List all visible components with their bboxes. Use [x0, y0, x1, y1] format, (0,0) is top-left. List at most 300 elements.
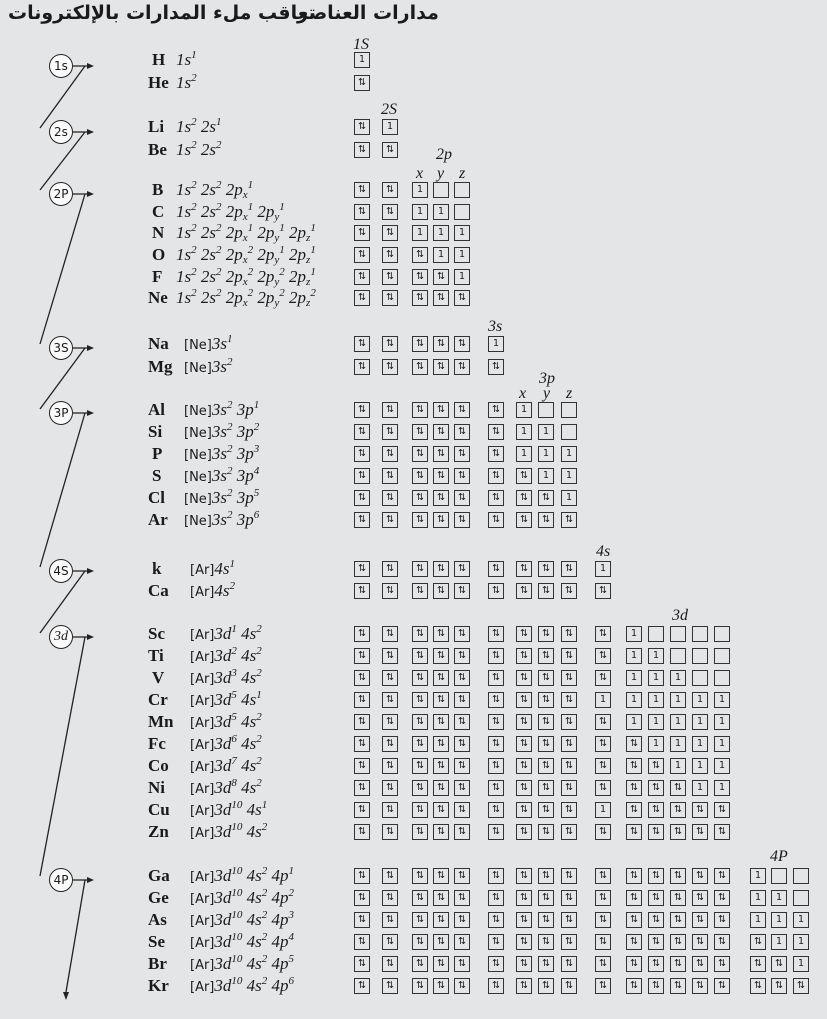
orbital-box: ⇅	[412, 446, 428, 462]
orbital-box: 1	[538, 446, 554, 462]
orbital-box: ⇅	[714, 978, 730, 994]
orbital-box: ⇅	[382, 626, 398, 642]
noble-gas-core: [Ar]	[190, 958, 215, 973]
orbital-box: ⇅	[354, 359, 370, 375]
orbital-box: ⇅	[412, 402, 428, 418]
orbital-box: ⇅	[433, 336, 449, 352]
orbital-box: ⇅	[488, 648, 504, 664]
config-term: $3s^2$	[211, 487, 233, 507]
orbital-box: ⇅	[516, 561, 532, 577]
config-term: $3d^5$	[214, 711, 237, 731]
orbital-box: ⇅	[488, 956, 504, 972]
element-symbol: k	[152, 559, 162, 578]
orbital-box: 1	[692, 692, 708, 708]
orbital-box: ⇅	[714, 912, 730, 928]
orbital-box: ⇅	[516, 468, 532, 484]
orbital-box: ⇅	[538, 626, 554, 642]
orbital-box: ⇅	[354, 512, 370, 528]
orbital-box: 1	[750, 890, 766, 906]
orbital-box: ⇅	[561, 824, 577, 840]
axis-letter: z	[459, 165, 466, 182]
noble-gas-core: [Ar]	[190, 936, 215, 951]
orbital-box: ⇅	[488, 424, 504, 440]
electron-configuration	[190, 712, 262, 732]
noble-gas-core: [Ne]	[184, 361, 212, 376]
orbital-box: ⇅	[354, 868, 370, 884]
orbital-box: ⇅	[354, 269, 370, 285]
config-term: $2p_z^2$	[289, 287, 316, 309]
orbital-box: ⇅	[382, 714, 398, 730]
orbital-box: ⇅	[670, 890, 686, 906]
orbital-box	[692, 626, 708, 642]
config-term: $1s^2$	[176, 201, 197, 221]
orbital-box: ⇅	[433, 758, 449, 774]
orbital-box: ⇅	[626, 934, 642, 950]
config-term: $4p^6$	[271, 975, 295, 995]
orbital-box: ⇅	[670, 978, 686, 994]
orbital-box: ⇅	[354, 890, 370, 906]
orbital-box: ⇅	[516, 490, 532, 506]
orbital-box: ⇅	[595, 956, 611, 972]
config-term: $3d^{10}$	[214, 909, 243, 929]
orbital-box: ⇅	[354, 182, 370, 198]
orbital-box: ⇅	[516, 736, 532, 752]
orbital-box: 1	[670, 736, 686, 752]
noble-gas-core: [Ar]	[190, 563, 215, 578]
orbital-box: ⇅	[382, 142, 398, 158]
electron-configuration	[190, 624, 262, 644]
orbital-box: ⇅	[454, 780, 470, 796]
orbital-box: 1	[412, 225, 428, 241]
element-symbol: Br	[148, 954, 167, 973]
orbital-box: ⇅	[354, 648, 370, 664]
orbital-box: ⇅	[670, 824, 686, 840]
config-term: $3p^4$	[236, 465, 260, 485]
orbital-box: ⇅	[626, 758, 642, 774]
orbital-box: 1	[750, 912, 766, 928]
orbital-box: ⇅	[488, 490, 504, 506]
noble-gas-core: [Ar]	[190, 585, 215, 600]
orbital-box: ⇅	[382, 336, 398, 352]
electron-configuration	[190, 581, 235, 601]
orbital-box: ⇅	[648, 956, 664, 972]
orbital-box: ⇅	[516, 512, 532, 528]
orbital-box: ⇅	[516, 648, 532, 664]
orbital-box: ⇅	[561, 736, 577, 752]
orbital-box: 1	[454, 247, 470, 263]
orbital-box: ⇅	[412, 247, 428, 263]
orbital-box: ⇅	[433, 446, 449, 462]
orbital-box: ⇅	[714, 956, 730, 972]
electron-configuration	[176, 73, 197, 93]
orbital-box: 1	[626, 670, 642, 686]
orbital-box: ⇅	[595, 714, 611, 730]
orbital-box: ⇅	[382, 402, 398, 418]
orbital-box: ⇅	[382, 868, 398, 884]
subshell-header: 4P	[770, 848, 788, 865]
config-term: $2p_y^2$	[257, 287, 285, 309]
config-term: $4s^2$	[246, 975, 268, 995]
orbital-box: ⇅	[433, 490, 449, 506]
electron-configuration	[190, 559, 235, 579]
element-symbol: Si	[148, 422, 163, 441]
orbital-box: ⇅	[433, 824, 449, 840]
element-symbol: He	[148, 73, 169, 92]
orbital-box: ⇅	[561, 561, 577, 577]
orbital-box: ⇅	[516, 824, 532, 840]
orbital-box: ⇅	[488, 758, 504, 774]
element-symbol: Ti	[148, 646, 164, 665]
config-term: $4s^2$	[241, 623, 262, 643]
orbital-box: ⇅	[412, 736, 428, 752]
config-term: $4s^2$	[241, 645, 262, 665]
electron-configuration	[190, 866, 294, 886]
config-term: $4s^2$	[241, 755, 262, 775]
orbital-box: ⇅	[412, 868, 428, 884]
orbital-box: ⇅	[561, 868, 577, 884]
orbital-box: ⇅	[595, 626, 611, 642]
config-term: $4s^2$	[246, 887, 268, 907]
orbital-box: ⇅	[561, 692, 577, 708]
orbital-box: 1	[516, 402, 532, 418]
orbital-box: ⇅	[561, 934, 577, 950]
orbital-box: 1	[454, 269, 470, 285]
orbital-box: 1	[670, 692, 686, 708]
orbital-box: ⇅	[454, 714, 470, 730]
orbital-box: ⇅	[561, 780, 577, 796]
orbital-box: ⇅	[488, 890, 504, 906]
electron-configuration	[190, 734, 262, 754]
noble-gas-core: [Ne]	[184, 514, 212, 529]
orbital-box: ⇅	[561, 758, 577, 774]
orbital-box	[692, 648, 708, 664]
orbital-box: ⇅	[538, 912, 554, 928]
config-term: $2s^2$	[200, 179, 222, 199]
noble-gas-core: [Ar]	[190, 980, 215, 995]
orbital-box: ⇅	[382, 424, 398, 440]
orbital-box: ⇅	[488, 692, 504, 708]
element-symbol: Zn	[148, 822, 169, 841]
config-term: $4s^2$	[241, 733, 262, 753]
electron-configuration	[184, 357, 233, 377]
orbital-box: ⇅	[354, 290, 370, 306]
electron-configuration	[190, 800, 267, 820]
noble-gas-core: [Ar]	[190, 694, 215, 709]
orbital-box: ⇅	[488, 934, 504, 950]
orbital-box: ⇅	[433, 424, 449, 440]
orbital-box: ⇅	[488, 978, 504, 994]
orbital-box: ⇅	[382, 824, 398, 840]
orbital-box: 1	[412, 204, 428, 220]
orbital-box: ⇅	[692, 956, 708, 972]
orbital-box: ⇅	[561, 714, 577, 730]
element-symbol: C	[152, 202, 165, 221]
config-term: $4p^4$	[271, 931, 295, 951]
orbital-box: ⇅	[561, 890, 577, 906]
electron-configuration	[184, 444, 259, 464]
orbital-box	[454, 182, 470, 198]
orbital-box: ⇅	[488, 780, 504, 796]
orbital-box: ⇅	[648, 758, 664, 774]
element-symbol: Al	[148, 400, 165, 419]
orbital-box	[714, 626, 730, 642]
shell-label: 2s	[49, 120, 73, 144]
orbital-box: 1	[670, 758, 686, 774]
orbital-box: ⇅	[771, 978, 787, 994]
orbital-box: ⇅	[354, 142, 370, 158]
orbital-box: 1	[648, 670, 664, 686]
orbital-box: ⇅	[354, 956, 370, 972]
orbital-box: ⇅	[561, 583, 577, 599]
orbital-box: ⇅	[454, 934, 470, 950]
orbital-box: ⇅	[670, 802, 686, 818]
orbital-box: ⇅	[382, 490, 398, 506]
orbital-box: ⇅	[516, 912, 532, 928]
orbital-box	[433, 182, 449, 198]
orbital-box: 1	[648, 692, 664, 708]
orbital-box	[714, 648, 730, 664]
orbital-box: ⇅	[488, 802, 504, 818]
orbital-box: ⇅	[538, 714, 554, 730]
orbital-box: ⇅	[454, 758, 470, 774]
orbital-box: ⇅	[454, 424, 470, 440]
orbital-box	[714, 670, 730, 686]
config-term: $3d^{10}$	[214, 865, 243, 885]
orbital-box: ⇅	[538, 956, 554, 972]
config-term: $4s^2$	[246, 909, 268, 929]
orbital-box: ⇅	[538, 758, 554, 774]
element-symbol: As	[148, 910, 167, 929]
orbital-box: ⇅	[354, 468, 370, 484]
orbital-box: ⇅	[354, 692, 370, 708]
orbital-box: ⇅	[454, 670, 470, 686]
electron-configuration	[190, 822, 267, 842]
config-term: $1s^2$	[176, 287, 197, 307]
electron-configuration	[176, 202, 285, 222]
orbital-box: ⇅	[454, 336, 470, 352]
orbital-box: ⇅	[354, 402, 370, 418]
orbital-box: ⇅	[433, 802, 449, 818]
orbital-box: ⇅	[626, 736, 642, 752]
config-term: $3s^2$	[211, 399, 233, 419]
orbital-box: ⇅	[412, 490, 428, 506]
orbital-box: ⇅	[433, 912, 449, 928]
orbital-box: ⇅	[750, 956, 766, 972]
element-symbol: O	[152, 245, 166, 264]
element-symbol: Mn	[148, 712, 174, 731]
config-term: $3d^3$	[214, 667, 237, 687]
orbital-box: 1	[488, 336, 504, 352]
electron-configuration	[190, 646, 262, 666]
config-term: $1s^2$	[176, 72, 197, 92]
config-term: $4s^2$	[246, 953, 268, 973]
shell-label: 4P	[49, 868, 73, 892]
noble-gas-core: [Ar]	[190, 914, 215, 929]
orbital-box: ⇅	[595, 648, 611, 664]
orbital-box: ⇅	[354, 934, 370, 950]
orbital-box: ⇅	[412, 583, 428, 599]
orbital-box: ⇅	[648, 824, 664, 840]
orbital-box: ⇅	[538, 780, 554, 796]
orbital-box: ⇅	[412, 269, 428, 285]
orbital-box: ⇅	[516, 890, 532, 906]
config-term: $2p_y^1$	[257, 222, 285, 244]
orbital-box: ⇅	[433, 868, 449, 884]
orbital-box: 1	[433, 204, 449, 220]
config-term: $2p_x^1$	[225, 201, 254, 223]
orbital-box: 1	[692, 780, 708, 796]
axis-letter: x	[416, 165, 424, 182]
orbital-box: ⇅	[354, 490, 370, 506]
element-symbol: V	[152, 668, 165, 687]
orbital-box: ⇅	[433, 648, 449, 664]
orbital-box: ⇅	[382, 934, 398, 950]
orbital-box: 1	[626, 626, 642, 642]
element-symbol: Mg	[148, 357, 173, 376]
orbital-box	[561, 402, 577, 418]
electron-configuration	[190, 888, 294, 908]
config-term: $3d^{10}$	[214, 931, 243, 951]
element-symbol: Kr	[148, 976, 169, 995]
orbital-box: ⇅	[488, 714, 504, 730]
orbital-box: ⇅	[412, 512, 428, 528]
orbital-box: ⇅	[714, 802, 730, 818]
noble-gas-core: [Ne]	[184, 448, 212, 463]
orbital-box: ⇅	[382, 204, 398, 220]
orbital-box: ⇅	[454, 890, 470, 906]
orbital-box: ⇅	[538, 670, 554, 686]
orbital-box: ⇅	[714, 890, 730, 906]
electron-configuration	[184, 466, 259, 486]
orbital-box: ⇅	[488, 359, 504, 375]
orbital-box: ⇅	[354, 758, 370, 774]
config-term: $3d^6$	[214, 733, 237, 753]
orbital-box: ⇅	[516, 868, 532, 884]
orbital-box: 1	[595, 802, 611, 818]
element-symbol: Ca	[148, 581, 169, 600]
orbital-box: ⇅	[714, 868, 730, 884]
orbital-box: ⇅	[454, 512, 470, 528]
electron-configuration	[190, 756, 262, 776]
orbital-box: ⇅	[412, 561, 428, 577]
orbital-box: ⇅	[454, 978, 470, 994]
orbital-box: 1	[648, 648, 664, 664]
orbital-box: ⇅	[516, 802, 532, 818]
orbital-box: ⇅	[750, 978, 766, 994]
orbital-box: ⇅	[382, 269, 398, 285]
orbital-box: ⇅	[454, 824, 470, 840]
config-term: $2p_x^2$	[225, 266, 254, 288]
orbital-box: ⇅	[561, 912, 577, 928]
orbital-box: ⇅	[561, 648, 577, 664]
element-symbol: S	[152, 466, 162, 485]
orbital-box: ⇅	[626, 868, 642, 884]
noble-gas-core: [Ar]	[190, 760, 215, 775]
orbital-box: ⇅	[454, 402, 470, 418]
config-term: $3d^5$	[214, 689, 237, 709]
element-symbol: Fc	[148, 734, 166, 753]
orbital-box: ⇅	[561, 978, 577, 994]
electron-configuration	[176, 288, 316, 308]
config-term: $3d^8$	[214, 777, 237, 797]
orbital-box: ⇅	[382, 912, 398, 928]
orbital-box: ⇅	[454, 561, 470, 577]
orbital-box: ⇅	[488, 446, 504, 462]
orbital-box: ⇅	[354, 802, 370, 818]
orbital-box: ⇅	[648, 934, 664, 950]
orbital-box: 1	[626, 648, 642, 664]
orbital-box: ⇅	[626, 956, 642, 972]
orbital-box: ⇅	[516, 626, 532, 642]
orbital-box: ⇅	[433, 290, 449, 306]
orbital-box: ⇅	[354, 119, 370, 135]
orbital-box	[561, 424, 577, 440]
orbital-box: ⇅	[382, 692, 398, 708]
orbital-box: ⇅	[516, 583, 532, 599]
orbital-box: ⇅	[538, 978, 554, 994]
noble-gas-core: [Ne]	[184, 426, 212, 441]
config-term: $2p_z^1$	[289, 222, 316, 244]
orbital-box	[793, 868, 809, 884]
orbital-box	[538, 402, 554, 418]
orbital-box: ⇅	[412, 626, 428, 642]
orbital-box: 1	[714, 736, 730, 752]
orbital-box: ⇅	[516, 670, 532, 686]
orbital-box: 1	[692, 714, 708, 730]
orbital-box	[670, 648, 686, 664]
orbital-box: ⇅	[412, 359, 428, 375]
title-filling-order: تعاقب ملء المدارات بالإلكترونات	[8, 2, 316, 24]
config-term: $4s^1$	[214, 558, 236, 578]
electron-configuration	[184, 488, 259, 508]
orbital-box: ⇅	[382, 648, 398, 664]
orbital-box: ⇅	[516, 978, 532, 994]
noble-gas-core: [Ar]	[190, 738, 215, 753]
orbital-box: ⇅	[354, 736, 370, 752]
config-term: $3s^2$	[211, 443, 233, 463]
orbital-box: ⇅	[454, 583, 470, 599]
orbital-box: ⇅	[433, 359, 449, 375]
orbital-box: ⇅	[412, 468, 428, 484]
orbital-box: ⇅	[382, 182, 398, 198]
orbital-box: ⇅	[412, 890, 428, 906]
orbital-box: ⇅	[488, 626, 504, 642]
element-symbol: Na	[148, 334, 169, 353]
orbital-box: ⇅	[626, 780, 642, 796]
subshell-header: 3s	[488, 318, 503, 335]
orbital-box: 1	[771, 912, 787, 928]
orbital-box: ⇅	[382, 446, 398, 462]
orbital-box: ⇅	[354, 446, 370, 462]
electron-configuration	[190, 910, 294, 930]
electron-configuration	[184, 400, 259, 420]
orbital-box: ⇅	[433, 512, 449, 528]
orbital-box	[771, 868, 787, 884]
orbital-box: ⇅	[412, 336, 428, 352]
orbital-box: ⇅	[692, 934, 708, 950]
config-term: $3s^2$	[211, 356, 233, 376]
orbital-box: ⇅	[648, 890, 664, 906]
config-term: $1s^2$	[176, 244, 197, 264]
element-symbol: B	[152, 180, 164, 199]
config-term: $3s^2$	[211, 421, 233, 441]
orbital-box: ⇅	[433, 780, 449, 796]
config-term: $4s^2$	[246, 865, 268, 885]
orbital-box: ⇅	[354, 912, 370, 928]
noble-gas-core: [Ar]	[190, 892, 215, 907]
orbital-box: 1	[433, 247, 449, 263]
config-term: $4p^3$	[271, 909, 295, 929]
